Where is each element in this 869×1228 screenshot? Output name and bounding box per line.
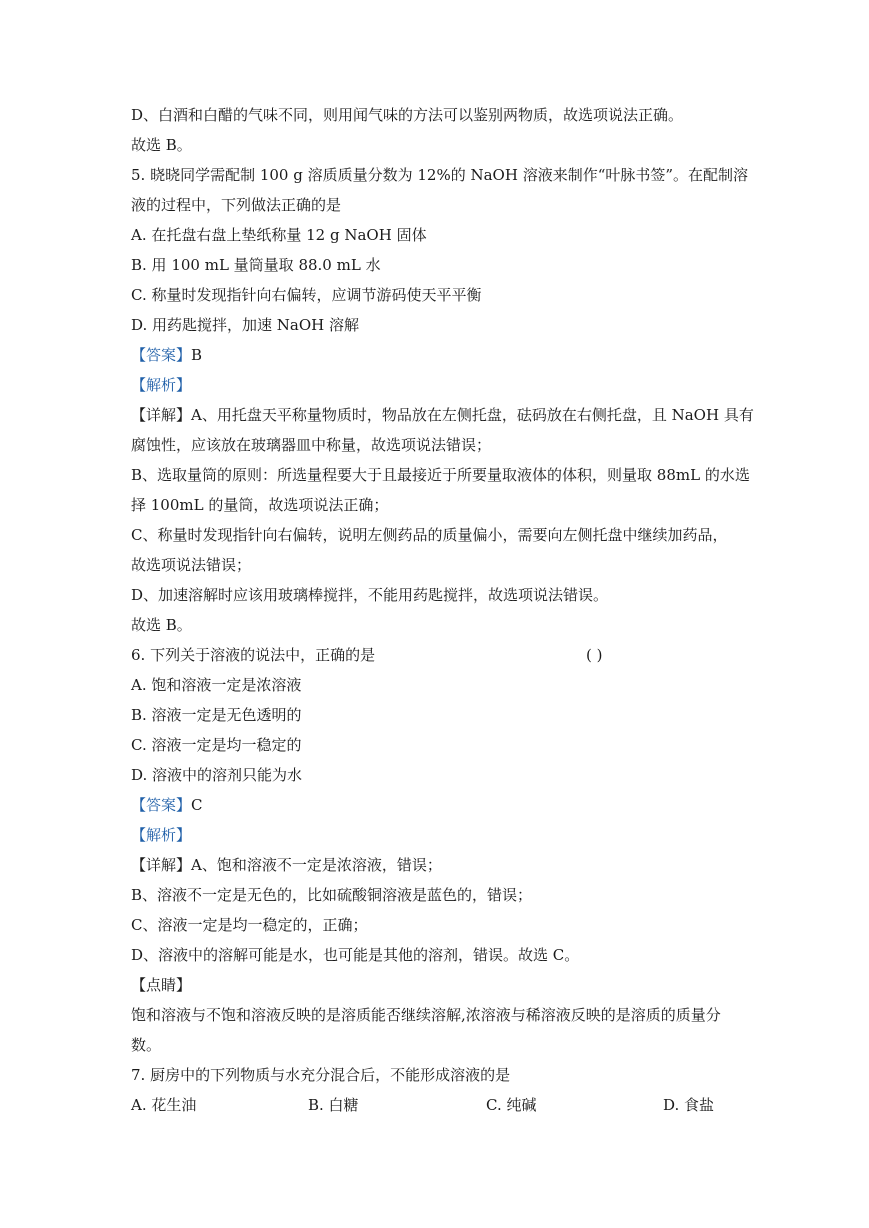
text-line: D、加速溶解时应该用玻璃棒搅拌，不能用药匙搅拌，故选项说法错误。 bbox=[131, 586, 609, 604]
detail-tag: 【详解】 bbox=[131, 406, 192, 424]
text-line: 择 100mL 的量筒，故选项说法正确； bbox=[131, 496, 389, 514]
question-7-option-b: B. 白糖 bbox=[308, 1096, 359, 1114]
text-line: D、白酒和白醋的气味不同，则用闻气味的方法可以鉴别两物质，故选项说法正确。 bbox=[131, 106, 684, 124]
tip-tag: 【点睛】 bbox=[131, 976, 192, 994]
detail-tag: 【详解】 bbox=[131, 856, 192, 874]
detail-line bbox=[131, 405, 754, 425]
question-6-option-d: D. 溶液中的溶剂只能为水 bbox=[131, 766, 303, 784]
answer-blank-parens: ( ) bbox=[586, 646, 603, 664]
detail-text: A、用托盘天平称量物质时，物品放在左侧托盘，砝码放在右侧托盘，且 NaOH 具有 bbox=[191, 406, 754, 424]
analysis-line bbox=[131, 825, 191, 845]
question-6-option-c: C. 溶液一定是均一稳定的 bbox=[131, 736, 302, 754]
text-line: C、溶液一定是均一稳定的，正确； bbox=[131, 916, 368, 934]
question-7-option-d: D. 食盐 bbox=[663, 1096, 715, 1114]
text-line: C、称量时发现指针向右偏转，说明左侧药品的质量偏小，需要向左侧托盘中继续加药品， bbox=[131, 526, 728, 544]
text-line: 故选 B。 bbox=[131, 616, 192, 634]
question-5-option-b: B. 用 100 mL 量筒量取 88.0 mL 水 bbox=[131, 256, 381, 274]
question-5-option-d: D. 用药匙搅拌，加速 NaOH 溶解 bbox=[131, 316, 360, 334]
text-line: 饱和溶液与不饱和溶液反映的是溶质能否继续溶解,浓溶液与稀溶液反映的是溶质的质量分 bbox=[131, 1006, 721, 1024]
answer-value: B bbox=[191, 346, 203, 364]
text-line: D、溶液中的溶解可能是水，也可能是其他的溶剂，错误。故选 C。 bbox=[131, 946, 580, 964]
analysis-line bbox=[131, 375, 191, 395]
tip-line bbox=[131, 975, 191, 995]
text-line: 数。 bbox=[131, 1036, 162, 1054]
text-line: 故选项说法错误； bbox=[131, 556, 252, 574]
question-6-stem: 6. 下列关于溶液的说法中，正确的是 bbox=[131, 646, 376, 664]
answer-tag: 【答案】 bbox=[131, 346, 192, 364]
answer-value: C bbox=[191, 796, 203, 814]
question-5-option-c: C. 称量时发现指针向右偏转，应调节游码使天平平衡 bbox=[131, 286, 482, 304]
question-5-stem-cont: 液的过程中，下列做法正确的是 bbox=[131, 196, 342, 214]
analysis-tag: 【解析】 bbox=[131, 826, 192, 844]
text-line: 腐蚀性，应该放在玻璃器皿中称量，故选项说法错误； bbox=[131, 436, 492, 454]
question-7-option-a: A. 花生油 bbox=[131, 1096, 197, 1114]
question-7-option-c: C. 纯碱 bbox=[486, 1096, 537, 1114]
detail-text: A、饱和溶液不一定是浓溶液，错误； bbox=[191, 856, 442, 874]
text-line: B、选取量筒的原则：所选量程要大于且最接近于所要量取液体的体积，则量取 88mL 的水选 bbox=[131, 466, 750, 484]
detail-line bbox=[131, 855, 442, 875]
question-5-option-a: A. 在托盘右盘上垫纸称量 12 g NaOH 固体 bbox=[131, 226, 427, 244]
answer-line bbox=[131, 795, 203, 815]
question-6-option-b: B. 溶液一定是无色透明的 bbox=[131, 706, 302, 724]
answer-tag: 【答案】 bbox=[131, 796, 192, 814]
question-7-stem: 7. 厨房中的下列物质与水充分混合后，不能形成溶液的是 bbox=[131, 1066, 511, 1084]
text-line: 故选 B。 bbox=[131, 136, 192, 154]
answer-line bbox=[131, 345, 202, 365]
analysis-tag: 【解析】 bbox=[131, 376, 192, 394]
text-line: B、溶液不一定是无色的，比如硫酸铜溶液是蓝色的，错误； bbox=[131, 886, 533, 904]
question-5-stem: 5. 晓晓同学需配制 100 g 溶质质量分数为 12%的 NaOH 溶液来制作“叶脉书签”。在配制溶 bbox=[131, 166, 749, 184]
question-6-option-a: A. 饱和溶液一定是浓溶液 bbox=[131, 676, 302, 694]
